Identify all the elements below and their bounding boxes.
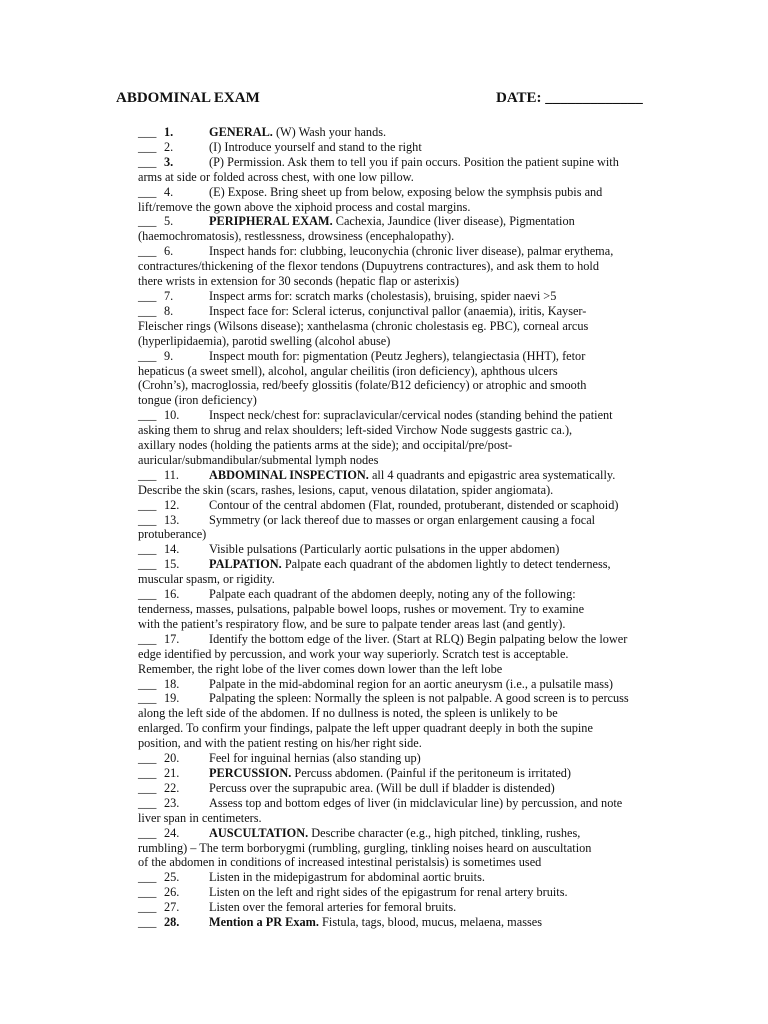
item-text: Symmetry (or lack thereof due to masses or organ enlargement causing a focal — [209, 512, 596, 527]
check-blank: ___ — [138, 676, 157, 691]
item-number: 6. — [164, 244, 174, 259]
check-blank: ___ — [138, 125, 157, 139]
item-text-continuation: enlarged. To confirm your findings, palpate the left upper quadrant deeply in both the supine — [138, 721, 593, 736]
checklist-item — [138, 304, 658, 349]
item-number: 11. — [164, 467, 179, 482]
item-text-continuation: along the left side of the abdomen. If no dullness is noted, the spleen is unlikely to be — [138, 706, 558, 721]
item-number: 9. — [164, 348, 174, 363]
checklist-item — [138, 781, 658, 796]
item-number: 19. — [164, 691, 180, 706]
item-text: Inspect face for: Scleral icterus, conjunctival pallor (anaemia), iritis, Kayser- — [209, 303, 587, 318]
check-blank: ___ — [138, 691, 157, 706]
checklist-item — [138, 349, 658, 409]
checklist-item — [138, 498, 658, 513]
item-number: 12. — [164, 497, 180, 512]
check-blank: ___ — [138, 184, 157, 199]
item-text: Identify the bottom edge of the liver. (Start at RLQ) Begin palpating below the lower — [209, 631, 628, 646]
item-number: 28. — [164, 915, 180, 930]
section-label: PALPATION. — [209, 557, 282, 572]
check-blank: ___ — [138, 467, 157, 482]
item-text-continuation: contractures/thickening of the flexor tendons (Dupuytrens contractures), and ask them to hold — [138, 259, 599, 274]
item-text-continuation: Remember, the right lobe of the liver comes down lower than the left lobe — [138, 661, 503, 676]
check-blank: ___ — [138, 244, 157, 259]
check-blank: ___ — [138, 631, 157, 646]
item-text-continuation: tenderness, masses, pulsations, palpable bowel loops, rushes or movement. Try to examine — [138, 602, 585, 616]
item-text: (P) Permission. Ask them to tell you if pain occurs. Position the patient supine with — [209, 154, 619, 169]
item-number: 7. — [164, 288, 174, 303]
checklist-item — [138, 900, 658, 915]
date-field-label: DATE: _____________ — [496, 90, 643, 106]
item-text-continuation: with the patient’s respiratory flow, and be sure to palpate tender areas last (and gently). — [138, 616, 566, 631]
item-text: Inspect neck/chest for: supraclavicular/cervical nodes (standing behind the patient — [209, 408, 613, 423]
item-text-continuation: of the abdomen in conditions of increased intestinal peristalsis) is sometimes used — [138, 855, 542, 870]
check-blank: ___ — [138, 900, 157, 915]
section-label: PERIPHERAL EXAM. — [209, 214, 333, 229]
item-number: 21. — [164, 765, 180, 780]
check-blank: ___ — [138, 348, 157, 363]
section-label: GENERAL. — [209, 125, 273, 139]
section-label: AUSCULTATION. — [209, 825, 309, 840]
item-text: (E) Expose. Bring sheet up from below, exposing below the symphsis pubis and — [209, 184, 603, 199]
checklist-item — [138, 542, 658, 557]
item-number: 2. — [164, 139, 174, 154]
item-text-continuation: Fleischer rings (Wilsons disease); xanthelasma (chronic cholestasis eg. PBC), corneal arcus — [138, 318, 589, 333]
item-text-continuation: (Crohn’s), macroglossia, red/beefy glossitis (folate/B12 deficiency) or atrophic and smooth — [138, 378, 587, 393]
check-blank: ___ — [138, 780, 157, 795]
item-text: Palpate each quadrant of the abdomen deeply, noting any of the following: — [209, 587, 576, 602]
checklist-item — [138, 915, 658, 930]
item-number: 26. — [164, 885, 180, 900]
item-text-continuation: (hyperlipidaemia), parotid swelling (alcohol abuse) — [138, 333, 391, 348]
item-text: Listen in the midepigastrum for abdominal aortic bruits. — [209, 870, 485, 885]
checklist-item — [138, 587, 658, 632]
check-blank: ___ — [138, 765, 157, 780]
item-text-continuation: asking them to shrug and relax shoulders; left-sided Virchow Node suggests gastric ca.), — [138, 423, 573, 438]
checklist-item — [138, 155, 658, 185]
item-text: Cachexia, Jaundice (liver disease), Pigmentation — [332, 214, 575, 229]
checklist-item — [138, 691, 658, 751]
check-blank: ___ — [138, 542, 157, 557]
checklist-item — [138, 244, 658, 289]
page-title: ABDOMINAL EXAM — [116, 90, 260, 106]
checklist — [138, 125, 658, 930]
check-blank: ___ — [138, 870, 157, 885]
item-text: Listen over the femoral arteries for femoral bruits. — [209, 900, 457, 915]
item-text-continuation: there wrists in extension for 30 seconds (hepatic flap or asterixis) — [138, 274, 459, 289]
item-text: Feel for inguinal hernias (also standing up) — [209, 751, 421, 766]
item-number: 14. — [164, 542, 180, 557]
item-number: 1. — [164, 125, 174, 139]
item-text-continuation: position, and with the patient resting on his/her right side. — [138, 736, 422, 751]
item-number: 13. — [164, 512, 180, 527]
check-blank: ___ — [138, 557, 157, 572]
checklist-item — [138, 289, 658, 304]
item-text: all 4 quadrants and epigastric area systematically. — [368, 467, 616, 482]
item-text-continuation: lift/remove the gown above the xiphoid process and costal margins. — [138, 199, 471, 214]
item-text: Palpating the spleen: Normally the spleen is not palpable. A good screen is to percuss — [209, 691, 629, 706]
check-blank: ___ — [138, 885, 157, 900]
item-number: 4. — [164, 184, 174, 199]
checklist-item — [138, 408, 658, 468]
item-text-continuation: (haemochromatosis), restlessness, drowsiness (encephalopathy). — [138, 229, 455, 244]
item-text: Inspect hands for: clubbing, leuconychia (chronic liver disease), palmar erythema, — [209, 244, 614, 259]
item-number: 3. — [164, 154, 174, 169]
check-blank: ___ — [138, 751, 157, 766]
item-text: (I) Introduce yourself and stand to the right — [209, 139, 422, 154]
check-blank: ___ — [138, 154, 157, 169]
checklist-item — [138, 185, 658, 215]
checklist-item — [138, 125, 658, 140]
item-text: Contour of the central abdomen (Flat, rounded, protuberant, distended or scaphoid) — [209, 497, 619, 512]
item-text-continuation: rumbling) – The term borborygmi (rumbling, gurgling, tinkling noises heard on auscultation — [138, 840, 592, 855]
checklist-item — [138, 796, 658, 826]
checklist-item — [138, 513, 658, 543]
checklist-item — [138, 885, 658, 900]
check-blank: ___ — [138, 139, 157, 154]
item-text-continuation: edge identified by percussion, and work your way superiorly. Scratch test is acceptable. — [138, 646, 569, 661]
checklist-item — [138, 826, 658, 871]
item-text-continuation: auricular/submandibular/submental lymph nodes — [138, 452, 379, 467]
item-number: 18. — [164, 676, 180, 691]
item-text: Listen on the left and right sides of the epigastrum for renal artery bruits. — [209, 885, 568, 900]
item-text: (W) Wash your hands. — [272, 125, 387, 139]
checklist-item — [138, 214, 658, 244]
check-blank: ___ — [138, 512, 157, 527]
document-header — [116, 89, 656, 107]
item-number: 10. — [164, 408, 180, 423]
item-text-continuation: arms at side or folded across chest, with one low pillow. — [138, 169, 414, 184]
check-blank: ___ — [138, 288, 157, 303]
item-text: Percuss over the suprapubic area. (Will be dull if bladder is distended) — [209, 780, 555, 795]
item-text: Fistula, tags, blood, mucus, melaena, masses — [318, 915, 543, 930]
check-blank: ___ — [138, 303, 157, 318]
item-number: 16. — [164, 587, 180, 602]
item-number: 20. — [164, 751, 180, 766]
check-blank: ___ — [138, 497, 157, 512]
checklist-item — [138, 468, 658, 498]
item-number: 17. — [164, 631, 180, 646]
item-text-continuation: tongue (iron deficiency) — [138, 393, 257, 408]
item-text: Describe character (e.g., high pitched, tinkling, rushes, — [308, 825, 581, 840]
check-blank: ___ — [138, 587, 157, 602]
item-text-continuation: hepaticus (a sweet smell), alcohol, angular cheilitis (iron deficiency), aphthous ulcers — [138, 363, 558, 378]
item-text: Palpate in the mid-abdominal region for an aortic aneurysm (i.e., a pulsatile mass) — [209, 676, 613, 691]
checklist-item — [138, 557, 658, 587]
check-blank: ___ — [138, 795, 157, 810]
item-text-continuation: liver span in centimeters. — [138, 810, 262, 825]
item-number: 27. — [164, 900, 180, 915]
item-text: Inspect arms for: scratch marks (cholestasis), bruising, spider naevi >5 — [209, 288, 557, 303]
item-number: 25. — [164, 870, 180, 885]
item-number: 22. — [164, 780, 180, 795]
item-number: 8. — [164, 303, 174, 318]
checklist-item — [138, 766, 658, 781]
item-text: Visible pulsations (Particularly aortic pulsations in the upper abdomen) — [209, 542, 560, 557]
item-number: 23. — [164, 795, 180, 810]
checklist-item — [138, 751, 658, 766]
item-text-continuation: Describe the skin (scars, rashes, lesions, caput, venous dilatation, spider angiomata). — [138, 482, 554, 497]
section-label: PERCUSSION. — [209, 765, 292, 780]
item-number: 15. — [164, 557, 180, 572]
checklist-item — [138, 870, 658, 885]
item-number: 24. — [164, 825, 180, 840]
item-text-continuation: axillary nodes (holding the patients arms at the side); and occipital/pre/post- — [138, 438, 513, 453]
checklist-item — [138, 632, 658, 677]
check-blank: ___ — [138, 408, 157, 423]
item-text: Palpate each quadrant of the abdomen lightly to detect tenderness, — [281, 557, 611, 572]
check-blank: ___ — [138, 915, 157, 930]
item-text-continuation: protuberance) — [138, 527, 207, 542]
item-text-continuation: muscular spasm, or rigidity. — [138, 572, 275, 587]
checklist-item — [138, 677, 658, 692]
check-blank: ___ — [138, 825, 157, 840]
section-label: Mention a PR Exam. — [209, 915, 319, 930]
item-text: Assess top and bottom edges of liver (in midclavicular line) by percussion, and note — [209, 795, 623, 810]
item-number: 5. — [164, 214, 174, 229]
item-text: Percuss abdomen. (Painful if the peritoneum is irritated) — [291, 765, 572, 780]
item-text: Inspect mouth for: pigmentation (Peutz Jeghers), telangiectasia (HHT), fetor — [209, 348, 586, 363]
checklist-item — [138, 140, 658, 155]
section-label: ABDOMINAL INSPECTION. — [209, 467, 369, 482]
check-blank: ___ — [138, 214, 157, 229]
